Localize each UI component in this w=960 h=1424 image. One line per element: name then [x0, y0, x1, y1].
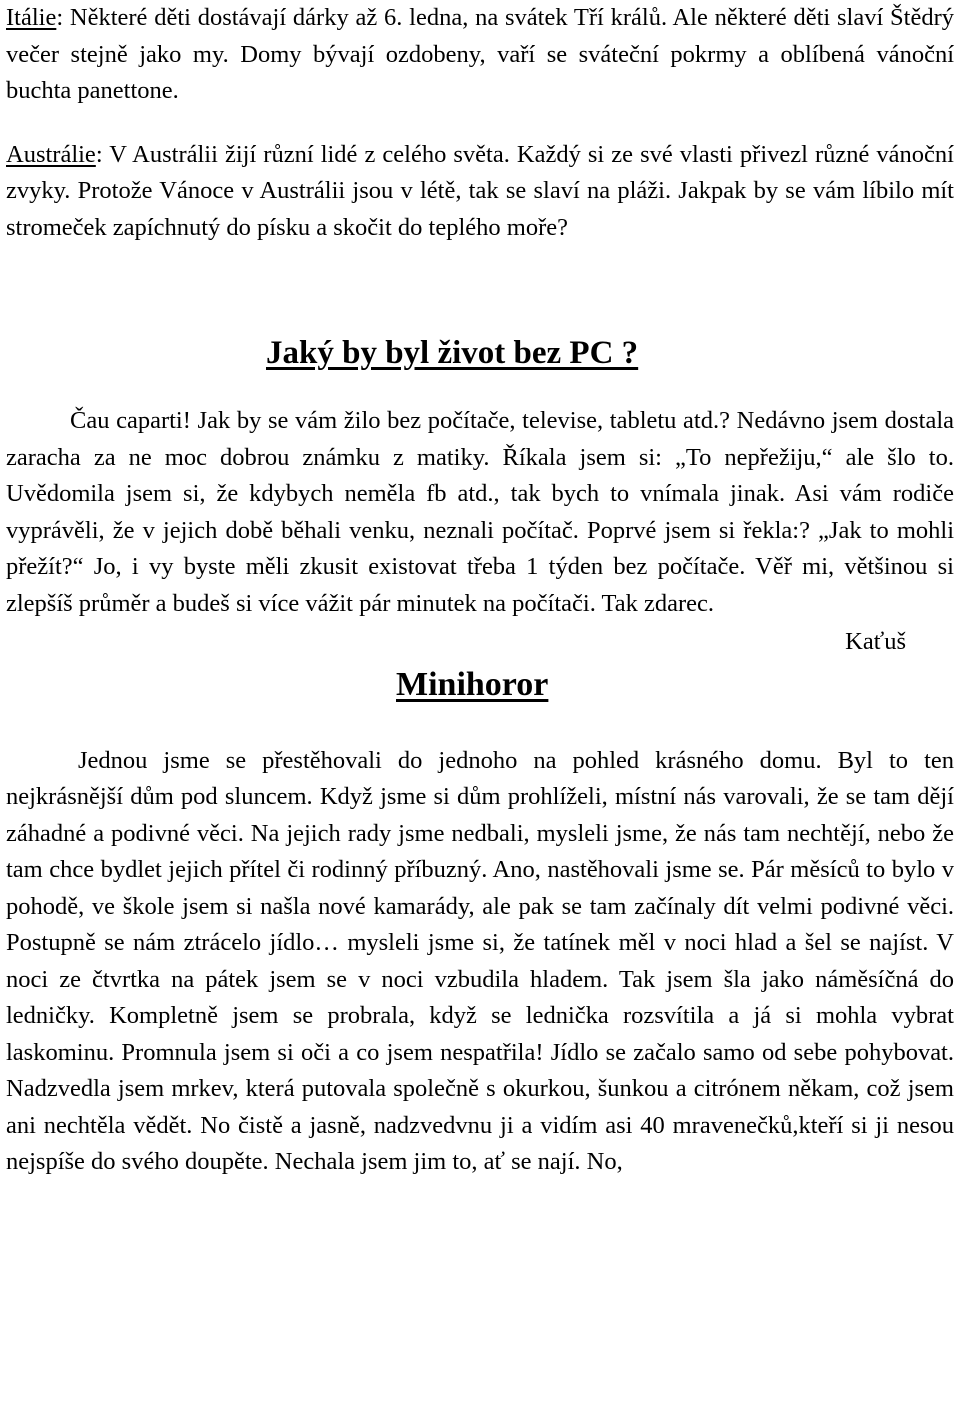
article-title-life-without-pc: Jaký by byl život bez PC ? [266, 335, 639, 371]
paragraph-australie-text: : V Austrálii žijí různí lidé z celého světa. Každý si ze své vlasti přivezl různé vánoční zvyky. Protože Vánoce v Austrálii jsou v létě, tak se slaví na pláži. Jakpak by se vám líbilo mít stromeček zapíchnutý do písku a skočit do teplého moře? [6, 140, 954, 241]
country-label-australie: Austrálie [6, 140, 96, 168]
article-title-minihoror: Minihoror [396, 665, 549, 703]
country-label-italie: Itálie [6, 4, 57, 31]
article-author: Kaťuš [845, 628, 906, 655]
article-body-minihoror: Jednou jsme se přestěhovali do jednoho na pohled krásného domu. Byl to ten nejkrásnější dům pod sluncem. Když jsme si dům prohlíželi, místní nás varovali, že se tam dějí záhadné a podivné věci. Na jejich rady jsme nedbali, mysleli jsme, že nás tam nechtějí, nebo že tam chce bydlet jejich přítel či rodinný příbuzný. Ano, nastěhovali jsme se. Pár měsíců to bylo v pohodě, ve škole jsem si našla nové kamarády, ale pak se tam začínaly dít velmi podivné věci. Postupně se nám ztrácelo jídlo… mysleli jsme si, že tatínek měl v noci hlad a šel se najíst. V noci ze čtvrtka na pátek jsem se v noci vzbudila hladem. Tak jsem šla jako náměsíčná do ledničky. Kompletně jsem se probrala, když se lednička rozsvítila a já si mohla vybrat laskominu. Promnula jsem si oči a co jsem nespatřila! Jídlo se začalo samo od sebe pohybovat. Nadzvedla jsem mrkev, která putovala společně s okurkou, šunkou a citrónem někam, což jsem ani nechtěla vědět. No čistě a jasně, nadzvedvnu ji a vidím asi 40 mravenečků,kteří si ji nesou nejspíše do svého doupěte. Nechala jsem jim to, ať se nají. No, [6, 746, 954, 1175]
paragraph-italie-text: : Některé děti dostávají dárky až 6. ledna, na svátek Tří králů. Ale některé děti slaví Štědrý večer stejně jako my. Domy bývají ozdobeny, vaří se sváteční pokrmy a oblíbená vánoční buchta panettone. [6, 4, 954, 104]
paragraph-australie [6, 137, 954, 247]
paragraph-italie [6, 0, 954, 110]
article-body-life-without-pc: Čau caparti! Jak by se vám žilo bez počítače, televise, tabletu atd.? Nedávno jsem dostala zaracha za ne moc dobrou známku z matiky. Říkala jsem si: „To nepřežiju,“ ale šlo to. Uvědomila jsem si, že kdybych neměla fb atd., tak bych to vnímala jinak. Asi vám rodiče vyprávěli, že v jejich době běhali venku, neznali počítač. Poprvé jsem si řekla:? „Jak to mohli přežít?“ Jo, i vy byste měli zkusit existovat třeba 1 týden bez počítače. Věř mi, většinou si zlepšíš průměr a budeš si více vážit pár minutek na počítači. Tak zdarec. [6, 407, 954, 617]
document-page [6, 0, 954, 1181]
